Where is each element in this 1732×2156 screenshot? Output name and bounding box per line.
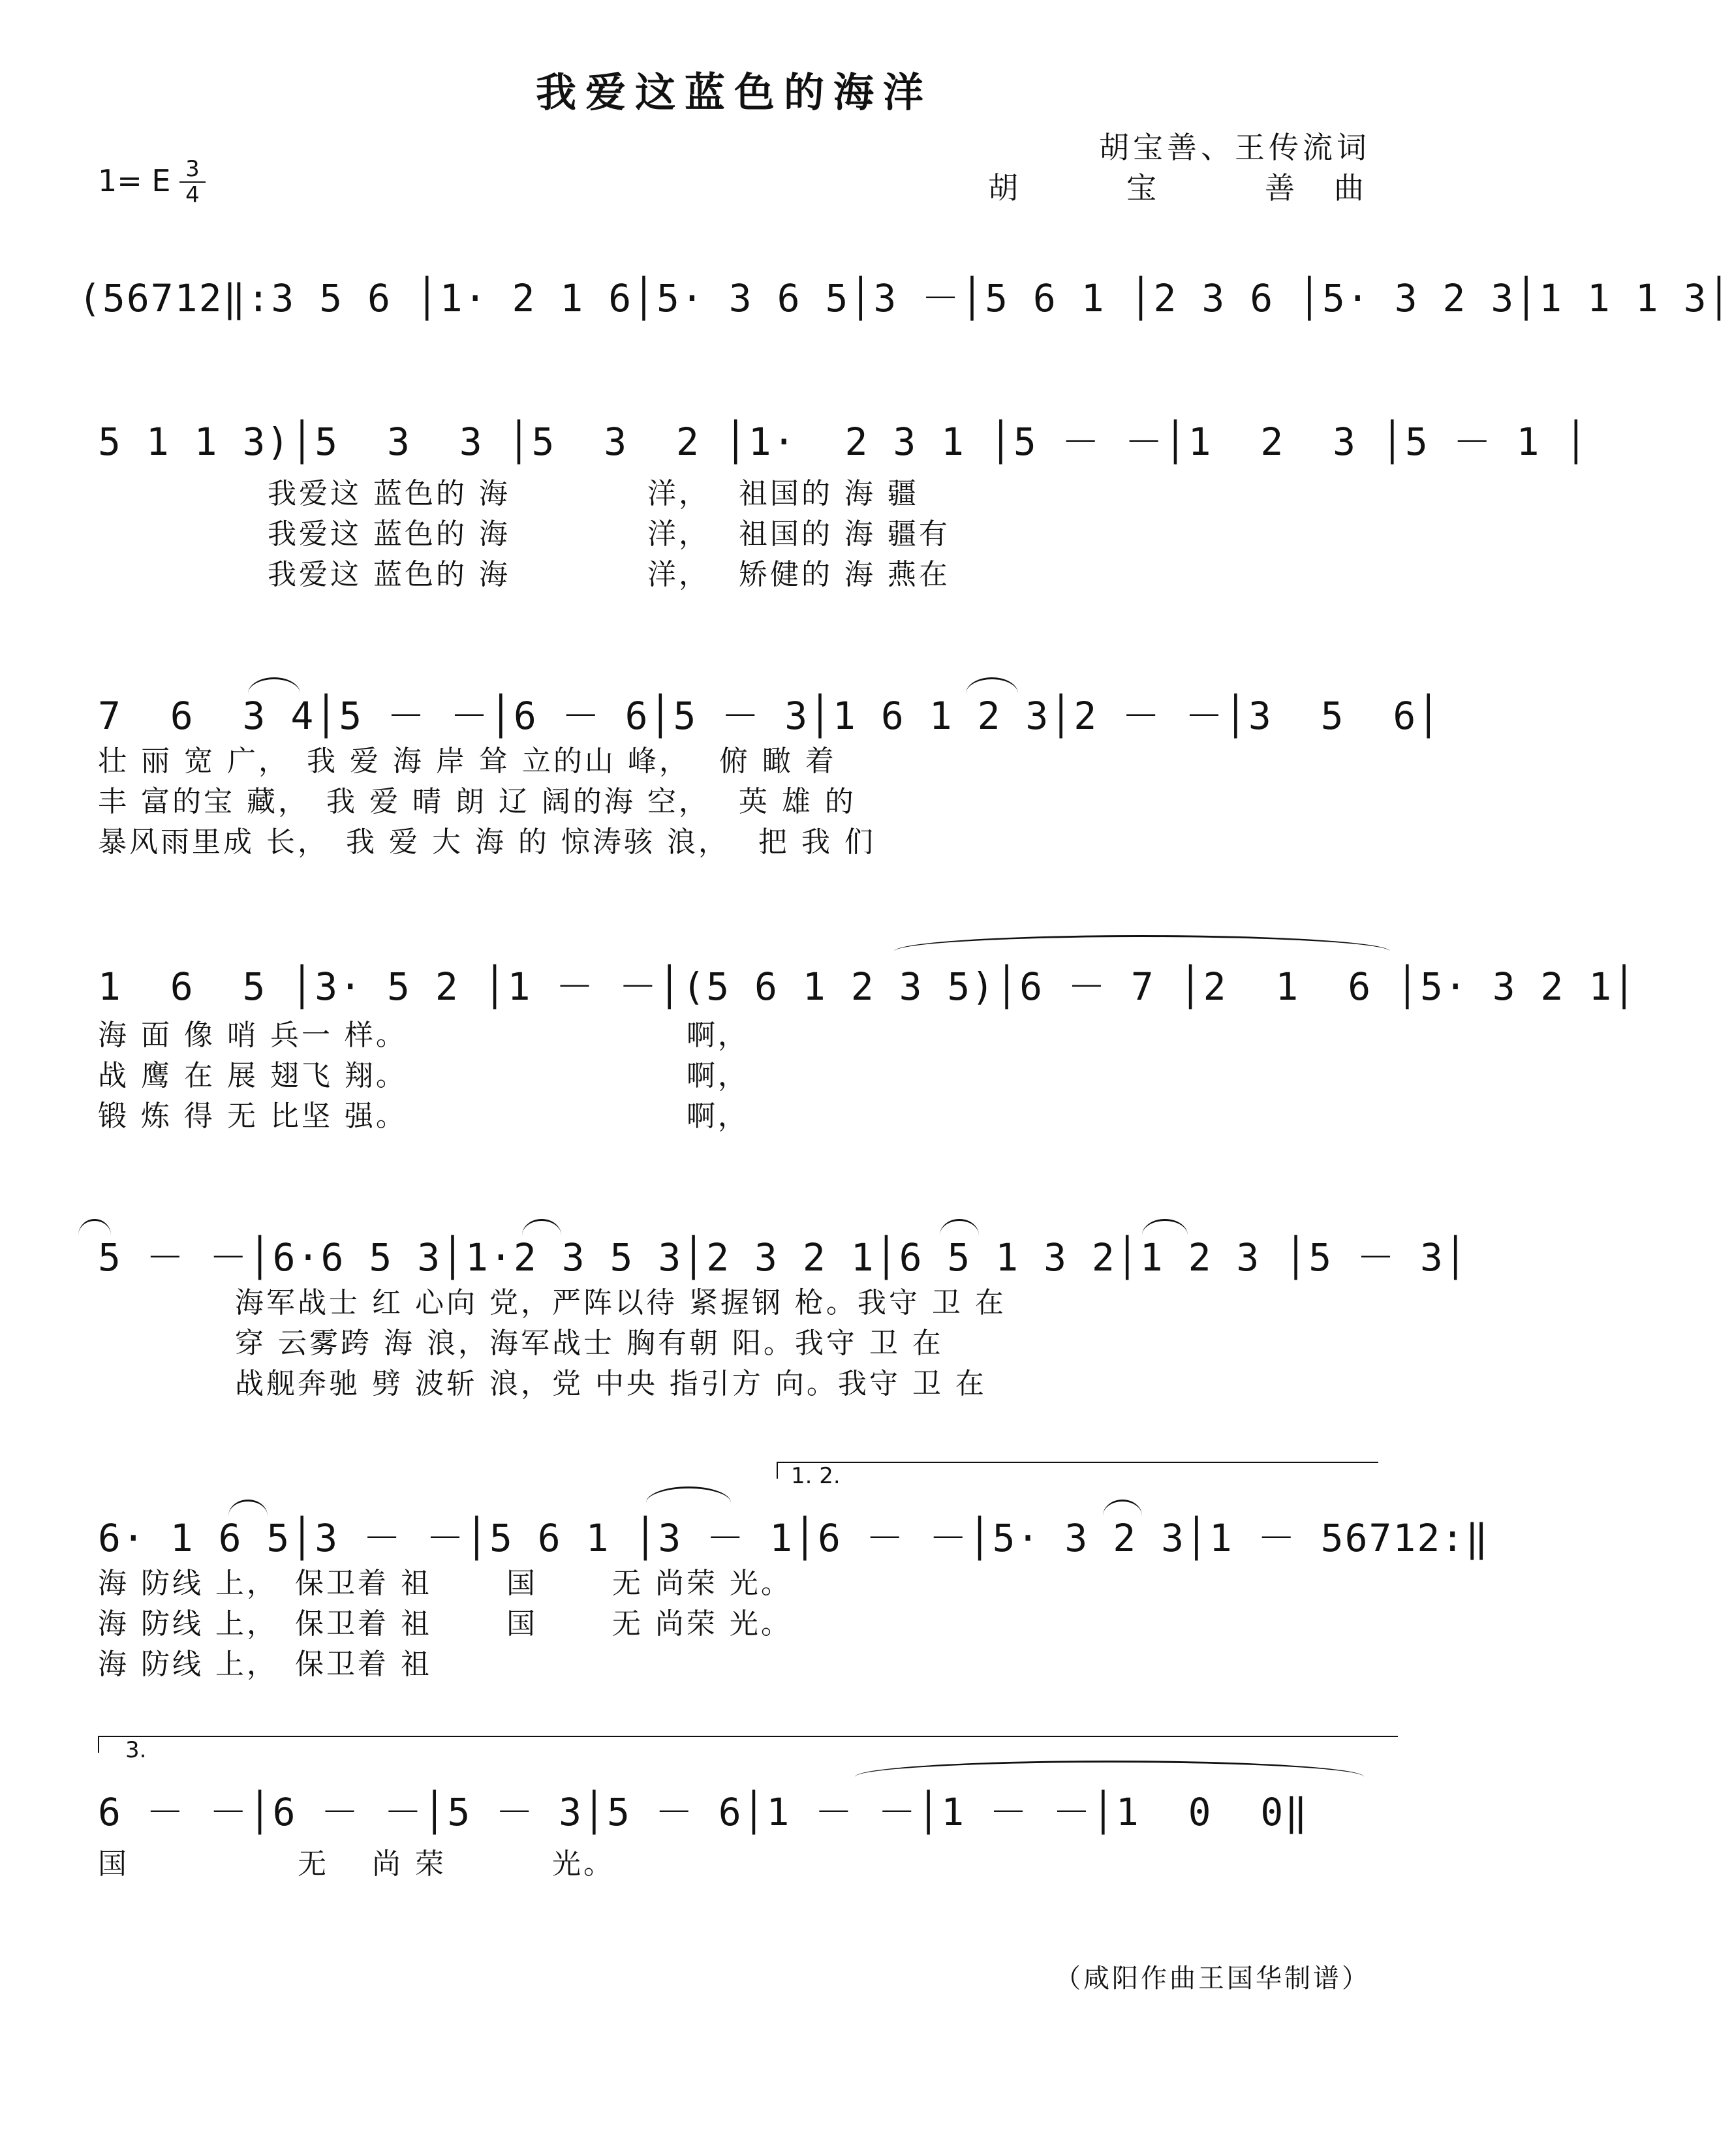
notes-line-5: 5 － －│6·6 5 3│1·2 3 5 3│2 3 2 1│6 5 1 3 2│1 2 3 │5 － 3│ — [98, 1235, 1468, 1280]
score-system-7 — [72, 1737, 1397, 1892]
page-title: 我爱这蓝色的海洋 — [535, 69, 933, 116]
lyric-5-verse-3: 战舰奔驰 劈 波斩 浪，党 中央 指引方 向。我守 卫 在 — [235, 1367, 987, 1400]
lyric-6-verse-1: 海 防线 上， 保卫着 祖 国 无 尚荣 光。 — [98, 1567, 792, 1600]
lyric-3-verse-1: 壮 丽 宽 广， 我 爱 海 岸 耸 立的山 峰， 俯 瞰 着 — [98, 745, 837, 778]
lyric-5-verse-1: 海军战士 红 心向 党，严阵以待 紧握钢 枪。我守 卫 在 — [235, 1286, 1006, 1319]
lyric-7-verse-1: 国 无 尚 荣 光。 — [98, 1847, 615, 1881]
lyric-5-verse-2: 穿 云雾跨 海 浪，海军战士 胸有朝 阳。我守 卫 在 — [235, 1327, 944, 1360]
notes-line-1: (56712‖:3 5 6 │1· 2 1 6│5· 3 6 5│3 －│5 6 1 │2 3 6 │5· 3 2 3│1 1 1 3│ — [78, 276, 1732, 320]
lyric-6-verse-3: 海 防线 上， 保卫着 祖 — [98, 1648, 432, 1681]
notes-line-6: 6· 1 6 5│3 － －│5 6 1 │3 － 1│6 － －│5· 3 2 3│1 － 56712:‖ — [98, 1516, 1490, 1560]
lyric-2-verse-1: 我爱这 蓝色的 海 洋， 祖国的 海 疆 — [268, 477, 919, 510]
lyric-4-verse-1: 海 面 像 哨 兵一 样。 啊， — [98, 1019, 749, 1052]
notes-line-2: 5 1 1 3)│5 3 3 │5 3 2 │1· 2 3 1 │5 － －│1 2 3 │5 － 1 │ — [98, 420, 1589, 464]
notes-line-7: 6 － －│6 － －│5 － 3│5 － 6│1 － －│1 － －│1 0 0‖ — [98, 1790, 1309, 1834]
notes-line-3: 7 6 3 4│5 － －│6 － 6│5 － 3│1 6 1 2 3│2 － －│3 5 6│ — [98, 694, 1442, 738]
notes-line-4: 1 6 5 │3· 5 2 │1 － －│(5 6 1 2 3 5)│6 － 7 │2 1 6 │5· 3 2 1│ — [98, 964, 1637, 1009]
lyric-2-verse-2: 我爱这 蓝色的 海 洋， 祖国的 海 疆有 — [268, 517, 950, 551]
score-system-3 — [72, 679, 1442, 874]
score-system-6 — [72, 1463, 1490, 1697]
time-signature-bottom: 4 — [185, 182, 200, 208]
volta-bracket-1-2 — [777, 1462, 1378, 1489]
slur — [646, 1486, 731, 1503]
lyric-2-verse-3: 我爱这 蓝色的 海 洋， 矫健的 海 燕在 — [268, 558, 950, 591]
slur — [894, 935, 1390, 951]
transcriber-credit: （咸阳作曲王国华制谱） — [1055, 1964, 1370, 1994]
lyric-4-verse-2: 战 鹰 在 展 翅飞 翔。 啊， — [98, 1059, 749, 1092]
lyric-3-verse-2: 丰 富的宝 藏， 我 爱 晴 朗 辽 阔的海 空， 英 雄 的 — [98, 785, 856, 818]
composer-credit: 胡 宝 善曲 — [988, 170, 1403, 206]
key-signature: 1= E — [98, 163, 171, 198]
score-system-4 — [72, 949, 1637, 1145]
volta-label: 1. 2. — [791, 1463, 841, 1489]
score-system-5 — [72, 1220, 1468, 1416]
time-signature-top: 3 — [185, 156, 200, 182]
lyric-6-verse-2: 海 防线 上， 保卫着 祖 国 无 尚荣 光。 — [98, 1607, 792, 1640]
lyric-4-verse-3: 锻 炼 得 无 比坚 强。 啊， — [98, 1100, 749, 1133]
time-signature — [179, 158, 206, 206]
volta-label: 3. — [125, 1737, 147, 1763]
lyric-3-verse-3: 暴风雨里成 长， 我 爱 大 海 的 惊涛骇 浪， 把 我 们 — [98, 825, 876, 859]
lyricist-credit: 胡宝善、王传流词 — [1099, 130, 1370, 165]
score-system-1 — [72, 261, 1732, 392]
score-system-2 — [72, 405, 1589, 600]
slur — [855, 1761, 1364, 1777]
volta-bracket-3 — [98, 1736, 1398, 1763]
